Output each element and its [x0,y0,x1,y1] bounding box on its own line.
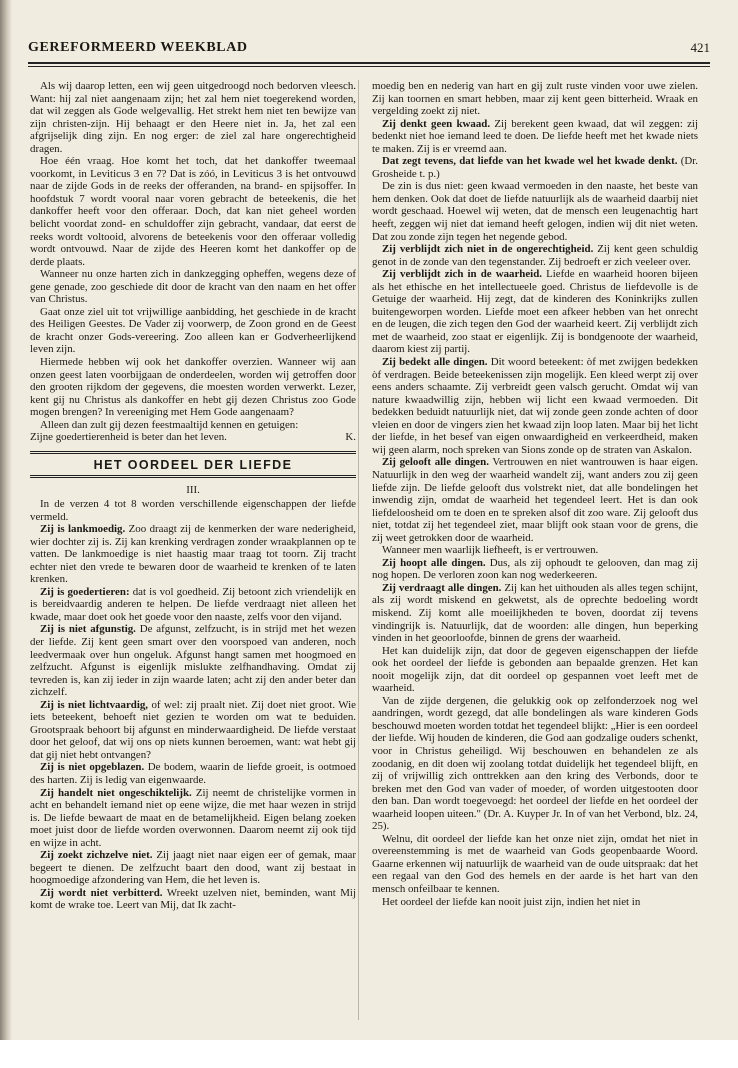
paragraph [372,118,698,156]
section-heading-box [30,451,356,479]
author-signature: K. [345,431,356,444]
paragraph [372,180,698,243]
paragraph: Wanneer nu onze harten zich in dankzegging opheffen, wegens deze of gene genade, zoo geschiede dit door de kracht van den naam en het offer van Christus. [30,268,356,306]
item-text: dat is vol goedheid. Zij betoont zich vriendelijk en is bereidvaardig anderen te helpen. De liefde verdraagt niet alleen het kwade, maar doet ook het goede voor den naaste, zelfs voor den vijand. [30,585,356,623]
paragraph-text: Zij kan het uithouden als alles tegen schijnt, als zij wordt miskend en gekwetst, als de oprechte bedoeling wordt miskend. Zij komt alle moeilijkheden te boven, doordat zij tevens vindingrijk is. Natuurlijk, dat de woorden: alle dingen, hun beperking vinden in het geoorloofde, binnen de grens der waarheid. [372,581,698,645]
paragraph-text: Liefde en waarheid hooren bijeen als het ethische en het intellectueele goed. Christus de liefdevolle is de Getuige der waarheid. Hij zegt, dat de kinderen des Koninkrijks zullen buitengeworpen worden. Liefde moet een afkeer hebben van het onrecht en de leugen, die zich tegen den God der waarheid keert. Zij verblijdt zich met de waarheid, zoo staat er eigenlijk. Zij is bondgenoote der waarheid, daarom kiest zij partij. [372,268,698,356]
item-lead: Zij bedekt alle dingen. [382,356,488,369]
header-rule-thick [28,62,710,64]
paragraph-text: Welnu, dit oordeel der liefde kan het onze niet zijn, omdat het niet in overeenstemming is met de waarheid van Gods geopenbaarde Woord. Gaarne erkennen wij natuurlijk de waarheid van de oude uitspraak: dat het een regaal van den God des hemels en der aarde is het hart van den mensch onfeilbaar te kennen. [372,832,698,895]
closing-line [30,431,356,444]
item-text: De afgunst, zelfzucht, is in strijd met het wezen der liefde. Zij kent geen smart over den voorspoed van anderen, noch leedvermaak over hun ongeluk. Afgunst hangt samen met hoogmoed en zelfzucht. Afgunst is eigenlijk mislukte zelfhandhaving. Omdat zij tevreden is, kan zij ieder in zijn waarde laten; acht zij den ander beter dan zichzelf. [30,623,356,699]
paragraph [372,833,698,896]
item-lead: Zij wordt niet verbitterd. [40,886,163,899]
paragraph-text: Wanneer men waarlijk liefheeft, is er vertrouwen. [382,544,599,557]
paragraph-text: Dus, als zij ophoudt te gelooven, dan mag zij nog hopen. De verloren zoon kan nog wederkeeren. [372,556,698,582]
closing-text: Zijne goedertierenheid is beter dan het leven. [30,431,227,444]
paragraph-text: Vertrouwen en niet wantrouwen is haar eigen. Natuurlijk in den weg der waarheid wandelt zij, want anders zou zij geen liefde zijn. De liefde gelooft dus volstrekt niet, dat alle bondelingen het inwendig zijn, omdat de waarheid het tegendeel leert. Het is dan ook liefdeloosheid om te doen en te spreken alsof dit zoo ware. Zij gelooft dus niet, totdat zij het tegendeel ziet, maar blijft ook staan voor de grens, die zij weet getrokken door de waarheid. [372,456,698,544]
item-text: Wreekt uzelven niet, beminden, want Mij komt de wrake toe. Leert van Mij, dat Ik zacht- [30,886,356,912]
publication-title: GEREFORMEERD WEEKBLAD [28,40,248,55]
item-text: Zij jaagt niet naar eigen eer of gemak, maar begeert te dienen. De zelfzucht baart den dood, want zij bestaat in hoogmoedige afzondering van Hem, die het leven is. [30,849,356,887]
paragraph [372,582,698,645]
paragraph [372,544,698,557]
list-item [30,586,356,624]
item-lead: Zij is niet lichtvaardig, [40,698,149,711]
list-item [30,623,356,698]
paragraph-text: Zij berekent geen kwaad, dat wil zeggen: zij bedenkt niet hoe iemand leed te doen. De liefde heeft met het kwade niets te maken. Zij is er vreemd aan. [372,117,698,155]
item-text: Zij neemt de christelijke vormen in acht en behandelt iemand niet op eene wijze, die met haar wezen in strijd is. De liefde bewaart de maat en de betamelijkheid. Eigen belang zoeken moet juist door de liefde worden overwonnen. Daarom neemt zij ook tijd en wijze in acht. [30,786,356,849]
paragraph [372,896,698,909]
left-column [30,80,356,1025]
paragraph [372,695,698,833]
item-lead: Zij is lankmoedig. [40,523,126,536]
item-text: Zoo draagt zij de kenmerken der ware nederigheid, wier dochter zij is. Zij kan krenking verdragen zonder wraakplannen op te vatten. De lankmoedige is niet haastig maar traag tot toorn. Zij tracht echter niet den vrede te bewaren door de waarheid te krenken of te laten krenken. [30,523,356,586]
paragraph: Hoe één vraag. Hoe komt het toch, dat het dankoffer tweemaal voorkomt, in Leviticus 3 en 7? Dat is zóó, in Leviticus 3 is het ontvouwd naar de zijde Gods in de reeks der offeranden, na brand- en spijsoffer. In hoofdstuk 7 wordt vooral naar voren gebracht de beteekenis, die het dankoffer heeft voor den offeraar. Doch, dat kan niet geheel worden belicht voordat zond- en schuldoffer zijn gebracht, vandaar, dat eerst de reeks wordt voltooid, alvorens de beteekenis voor den offeraar volledig wordt ontvouwd. Naar de zijde des Heeren komt het dankoffer op de derde plaats. [30,155,356,268]
column-gutter [358,80,359,1020]
item-lead: Zij handelt niet ongeschiktelijk. [40,786,192,799]
item-lead: Zij is niet opgeblazen. [40,761,145,774]
paragraph [372,645,698,695]
item-lead: Zij verblijdt zich in de waarheid. [382,268,542,281]
paragraph-text: Van de zijde dergenen, die gelukkig ook op zelfonderzoek nog wel aandringen, wordt gezegd, dat alle bondelingen als ware kinderen Gods beschouwd moeten worden totdat het tegendeel blijkt: „Hier is een oordeel der liefde. Wij houden de kinderen, die God aan godzalige ouders schenkt, voor in Christus geheiligd. Wij beschouwen en behandelen ze als zoodanig, en dit doen wij zoolang totdat duidelijk het tegendeel blijft, en zij of vrijwillig zich onttrekken aan den kring des Verbonds, door te breken met den God van vader of moeder, of worden uitgestooten door den ban. Dan wordt toegevoegd: het oordeel der liefde en het oordeel der waarheid loopen uiteen." (Dr. A. Kuyper Jr. In of van het Verbond, blz. 24, 25). [372,694,698,833]
item-lead: Zij verdraagt alle dingen. [382,581,502,594]
paragraph [372,80,698,118]
item-lead: Zij is niet afgunstig. [40,623,136,636]
item-lead: Zij is goedertieren: [40,585,130,598]
paragraph: Hiermede hebben wij ook het dankoffer overzien. Wanneer wij aan onzen geest laten voorbijgaan de onderdeelen, worden wij getroffen door den grooten rijkdom der gegevens, die moesten worden verwerkt. Lezer, kent gij nu Christus als dankoffer en hebt gij dezen Christus zoo Gode mogen brengen? In vereeniging met Hem Gode aangenaam? [30,356,356,419]
item-text: of wel: zij praalt niet. Zij doet niet groot. Wie iets beteekent, behoeft niet gezien te worden om wat te beduiden. Grootspraak behoort bij afgunst en minderwaardigheid. De liefde verstaat door het geloof, dat wij ons op niets kunnen beroemen, want: wat hebt gij dat gij niet hebt ontvangen? [30,698,356,761]
book-spine-shadow [0,0,12,1040]
list-item [30,849,356,887]
paragraph-text: Dit woord beteekent: òf met zwijgen bedekken òf verdragen. Beide beteekenissen zijn mogelijk. Een kleed werpt zij over eens anders schaamte. Zij verbreidt geen valsch gerucht. Omdat wij van nature kwaadwillig zijn, hebben wij licht een kwaad vermoeden. Dit bedekken beduidt natuurlijk niet, dat wij zonde geen zonde achten of door vleien en door de vingers zien het kwaad zijn loop laten. Maar bij het licht der liefde, in het besef van eigen onwaardigheid en verkeerdheid, maken wij geen alarm, noch spreken van Sions zonde op de straten van Askalon. [372,356,698,456]
paragraph: Alleen dan zult gij dezen feestmaaltijd kennen en getuigen: [40,418,299,431]
paragraph [372,155,698,180]
section-heading: HET OORDEEL DER LIEFDE [93,457,293,472]
intro-paragraph: In de verzen 4 tot 8 worden verschillende eigenschappen der liefde vermeld. [30,497,356,523]
header-rule-thin [28,66,710,67]
list-item [30,787,356,850]
item-lead: Zij hoopt alle dingen. [382,556,486,569]
paragraph [372,557,698,582]
paragraph-text: Zij kent geen schuldig genot in de zonde van den tegenstander. Zij bedroeft er zich veeleer over. [372,243,698,268]
paragraph: Als wij daarop letten, een wij geen uitgedroogd noch bedorven vleesch. Want: hij zal niet aangenaam zijn; het zal hem niet toegerekend worden, dat wil zeggen als Gode welgevallig. Het strekt hem niet ten bewijze van zijn christen-zijn. Hij behaagt er den Heere niet in. Ja, het zal een afgrijselijk ding zijn. En nog erger: de ziel zal hare ongerechtigheid dragen. [30,80,356,155]
paragraph-text: moedig ben en nederig van hart en gij zult ruste vinden voor uwe zielen. Zij kan toornen en smart hebben, maar zij kent geen bitterheid. Wraak en vergelding zoekt zij niet. [372,80,698,118]
paragraph-text: Het kan duidelijk zijn, dat door de gegeven eigenschappen der liefde ook het oordeel der liefde is gebonden aan bepaalde grenzen. Het kan nooit mogelijk zijn, dat dit oordeel op gespannen voet leeft met de waarheid. [372,644,698,695]
item-lead: Zij denkt geen kwaad. [382,117,491,130]
item-lead: Dat zegt tevens, dat liefde van het kwade wel het kwade denkt. [382,155,678,168]
list-item [30,699,356,762]
paragraph [372,268,698,356]
running-header [28,40,710,62]
paragraph [372,356,698,456]
section-number: III. [186,484,200,497]
list-item [30,887,356,912]
item-lead: Zij gelooft alle dingen. [382,456,489,469]
paragraph-text: (Dr. Grosheide t. p.) [372,155,698,180]
paragraph-text: Het oordeel der liefde kan nooit juist zijn, indien het niet in [382,895,641,908]
paragraph-text: De zin is dus niet: geen kwaad vermoeden in den naaste, het beste van hem denken. Ook dat doet de liefde natuurlijk als de waarheid daarbij niet wordt geschaad. Hoewel wij weten, dat de mensch een leugenachtig hart heeft, zeggen wij niet dat iemand heeft gelogen, indien wij dit niet weten. Dat zou zonde zijn tegen het negende gebod. [372,180,698,243]
list-item [30,523,356,586]
item-lead: Zij zoekt zichzelve niet. [40,849,153,862]
item-lead: Zij verblijdt zich niet in de ongerechtigheid. [382,243,594,256]
paragraph [372,243,698,268]
paragraph: Gaat onze ziel uit tot vrijwillige aanbidding, het geschiede in de kracht des Heiligen Geestes. De Vader zij voorwerp, de Zoon grond en de Geest de kracht onzer Gods-vereering. Zoo alleen kan er Godverheerlijkend leven zijn. [30,305,356,356]
item-text: De bodem, waarin de liefde groeit, is ootmoed des harten. Zij is ledig van eigenwaarde. [30,761,356,786]
page-number: 421 [690,40,710,55]
list-item [30,761,356,786]
paragraph [372,456,698,544]
right-column [372,80,698,1025]
